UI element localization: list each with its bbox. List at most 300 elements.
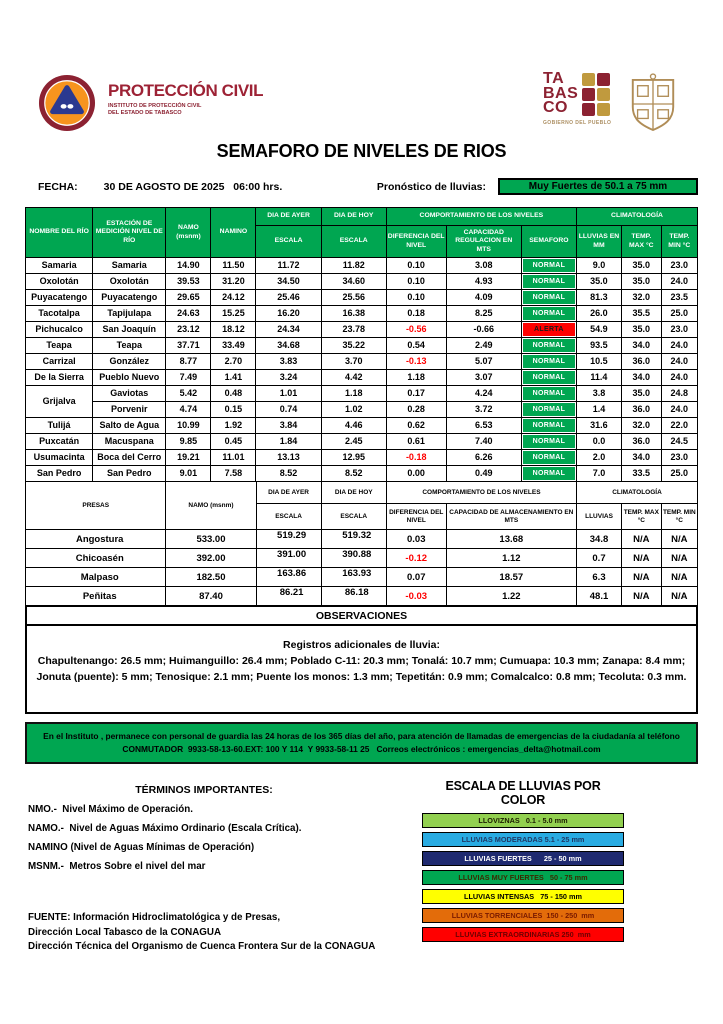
table-cell: 24.34	[256, 322, 321, 338]
table-cell: -0.66	[446, 322, 521, 338]
river-row	[26, 466, 698, 482]
table-cell: 12.95	[321, 450, 386, 466]
table-cell: -0.56	[386, 322, 446, 338]
table-cell: Boca del Cerro	[93, 450, 166, 466]
table-cell: 3.8	[576, 386, 621, 402]
rain-scale-bar: LLOVIZNAS 0.1 - 5.0 mm	[422, 813, 624, 828]
table-cell: 4.93	[446, 274, 521, 290]
table-cell: 87.40	[166, 587, 256, 606]
semaforo-badge: NORMAL	[523, 275, 575, 288]
table-cell: 1.4	[576, 402, 621, 418]
table-cell: 18.57	[446, 568, 576, 587]
table-cell: 34.60	[321, 274, 386, 290]
table-cell: 32.0	[621, 290, 661, 306]
river-row	[26, 370, 698, 386]
dam-row	[26, 587, 698, 606]
table-cell: 6.26	[446, 450, 521, 466]
semaforo-badge: NORMAL	[523, 291, 575, 304]
table-cell: 392.00	[166, 549, 256, 568]
table-cell	[521, 402, 576, 418]
table-cell: 35.0	[576, 274, 621, 290]
table-cell: 182.50	[166, 568, 256, 587]
source-line-2: Dirección Local Tabasco de la CONAGUA	[28, 926, 222, 938]
table-cell: 0.74	[256, 402, 321, 418]
table-cell: 25.0	[661, 466, 697, 482]
table-cell: Puxcatán	[26, 434, 93, 450]
semaforo-badge: NORMAL	[523, 355, 575, 368]
table-cell: 25.0	[661, 306, 697, 322]
page-title: SEMAFORO DE NIVELES DE RIOS	[216, 141, 507, 161]
table-cell: Teapa	[93, 338, 166, 354]
table-cell: 33.5	[621, 466, 661, 482]
col-subheader-lluvias: LLUVIAS EN MM	[576, 226, 621, 258]
table-cell: 24.12	[211, 290, 256, 306]
rain-scale-bar: LLUVIAS FUERTES 25 - 50 mm	[422, 851, 624, 866]
semaforo-badge: NORMAL	[523, 259, 575, 272]
table-cell: N/A	[622, 549, 662, 568]
table-cell: 3.84	[256, 418, 321, 434]
table-cell: 0.62	[386, 418, 446, 434]
col-subheader-dam-escala-ayer: ESCALA	[256, 504, 321, 530]
river-row	[26, 386, 698, 402]
table-cell: Usumacinta	[26, 450, 93, 466]
table-cell: 24.0	[661, 338, 697, 354]
tabasco-wordmark: TA BAS CO	[543, 70, 579, 117]
corn-icon	[597, 103, 610, 116]
table-cell: 13.68	[446, 530, 576, 549]
table-cell: 0.07	[386, 568, 446, 587]
term-namino: NAMINO (Nivel de Aguas Mínimas de Operación)	[28, 842, 255, 853]
table-cell: 86.18	[321, 587, 386, 606]
table-cell: 37.71	[166, 338, 211, 354]
agency-name: PROTECCIÓN CIVIL	[108, 81, 264, 100]
table-cell: 7.40	[446, 434, 521, 450]
table-cell: 3.70	[321, 354, 386, 370]
semaforo-badge: NORMAL	[523, 307, 575, 320]
table-cell: Chicoasén	[26, 549, 166, 568]
tables-stack	[25, 207, 698, 764]
table-cell: 3.08	[446, 258, 521, 274]
table-cell: 10.5	[576, 354, 621, 370]
table-cell: 13.13	[256, 450, 321, 466]
table-cell: 23.78	[321, 322, 386, 338]
table-cell: 24.0	[661, 370, 697, 386]
rain-scale-bar: LLUVIAS TORRENCIALES 150 - 250 mm	[422, 908, 624, 923]
table-cell	[521, 386, 576, 402]
river-row	[26, 338, 698, 354]
table-cell	[521, 290, 576, 306]
table-cell: Grijalva	[26, 386, 93, 418]
table-cell: 3.24	[256, 370, 321, 386]
semaforo-badge: ALERTA	[523, 323, 575, 336]
table-cell: 0.61	[386, 434, 446, 450]
table-cell	[521, 450, 576, 466]
rain-scale-bar: LLUVIAS EXTRAORDINARIAS 250 mm	[422, 927, 624, 942]
river-row	[26, 402, 698, 418]
table-cell: 24.8	[661, 386, 697, 402]
table-cell: 519.32	[321, 530, 386, 549]
waves-icon	[582, 88, 595, 101]
table-cell: 35.22	[321, 338, 386, 354]
table-cell: 24.0	[661, 274, 697, 290]
semaforo-badge: NORMAL	[523, 371, 575, 384]
table-cell: Samaria	[26, 258, 93, 274]
table-cell: 0.10	[386, 274, 446, 290]
table-cell	[521, 338, 576, 354]
semaforo-badge: NORMAL	[523, 467, 575, 480]
table-cell: 48.1	[577, 587, 622, 606]
table-cell: 18.12	[211, 322, 256, 338]
table-cell: Oxolotán	[93, 274, 166, 290]
col-subheader-tmax: TEMP. MAX °C	[621, 226, 661, 258]
table-cell: N/A	[661, 568, 697, 587]
table-cell: 1.12	[446, 549, 576, 568]
col-subheader-dam-tmin: TEMP. MIN °C	[661, 504, 697, 530]
table-cell: 0.15	[211, 402, 256, 418]
table-cell: -0.12	[386, 549, 446, 568]
table-cell: 35.0	[621, 274, 661, 290]
table-cell: De la Sierra	[26, 370, 93, 386]
table-cell: 25.46	[256, 290, 321, 306]
table-cell: 19.21	[166, 450, 211, 466]
table-cell: Porvenir	[93, 402, 166, 418]
table-cell: 32.0	[621, 418, 661, 434]
agency-sub2: DEL ESTADO DE TABASCO	[108, 110, 182, 117]
river-row	[26, 258, 698, 274]
table-cell: 0.10	[386, 258, 446, 274]
dam-row	[26, 549, 698, 568]
agency-sub1: INSTITUTO DE PROTECCIÓN CIVIL	[108, 103, 202, 109]
proteccion-civil-seal-icon	[38, 74, 96, 137]
tabasco-pictogram-icons	[582, 73, 610, 116]
col-header-estacion: ESTACIÓN DE MEDICIÓN NIVEL DE RÍO	[93, 208, 166, 258]
table-cell: 36.0	[621, 434, 661, 450]
table-cell: 29.65	[166, 290, 211, 306]
table-cell: 11.72	[256, 258, 321, 274]
table-cell: N/A	[661, 530, 697, 549]
table-cell: 1.02	[321, 402, 386, 418]
table-cell: 1.18	[386, 370, 446, 386]
rain-scale-title: ESCALA DE LLUVIAS POR COLOR	[445, 779, 601, 807]
river-row	[26, 274, 698, 290]
fecha-label: FECHA:	[38, 180, 78, 193]
table-cell: 163.93	[321, 568, 386, 587]
table-cell: 11.4	[576, 370, 621, 386]
tabasco-caption: GOBIERNO DEL PUEBLO	[543, 120, 612, 127]
table-cell: N/A	[661, 549, 697, 568]
table-cell: -0.03	[386, 587, 446, 606]
table-cell: 5.42	[166, 386, 211, 402]
table-cell: 24.0	[661, 402, 697, 418]
col-subheader-tmin: TEMP. MIN °C	[661, 226, 697, 258]
table-cell: 93.5	[576, 338, 621, 354]
table-cell: N/A	[661, 587, 697, 606]
table-cell: 14.90	[166, 258, 211, 274]
semaforo-badge: NORMAL	[523, 451, 575, 464]
river-row	[26, 354, 698, 370]
river-row	[26, 290, 698, 306]
table-cell	[521, 258, 576, 274]
table-cell: 34.0	[621, 370, 661, 386]
important-terms	[28, 784, 380, 880]
table-cell: Tacotalpa	[26, 306, 93, 322]
rain-scale-bar: LLUVIAS MODERADAS 5.1 - 25 mm	[422, 832, 624, 847]
forecast-value-badge: Muy Fuertes de 50.1 a 75 mm	[498, 178, 698, 195]
table-cell: 390.88	[321, 549, 386, 568]
table-cell: 4.24	[446, 386, 521, 402]
col-subheader-dam-diferencia: DIFERENCIA DEL NIVEL	[386, 504, 446, 530]
table-cell: 35.5	[621, 306, 661, 322]
table-cell: 0.48	[211, 386, 256, 402]
table-cell: 81.3	[576, 290, 621, 306]
leaf-icon	[582, 73, 595, 86]
date-row	[38, 178, 698, 195]
agency-block	[108, 81, 263, 118]
table-cell	[521, 354, 576, 370]
table-cell: 163.86	[256, 568, 321, 587]
dam-row	[26, 568, 698, 587]
table-cell: 23.0	[661, 258, 697, 274]
col-header-namino: NAMINO	[211, 208, 256, 258]
table-cell: 0.10	[386, 290, 446, 306]
col-header-namo: NAMO (msnm)	[166, 208, 211, 258]
dam-row	[26, 530, 698, 549]
table-cell: N/A	[622, 587, 662, 606]
table-cell: 24.0	[661, 354, 697, 370]
table-cell: 7.0	[576, 466, 621, 482]
dams-table	[25, 481, 698, 606]
col-group-dam-climatologia: CLIMATOLOGÍA	[577, 482, 698, 504]
table-cell: 39.53	[166, 274, 211, 290]
table-cell: 33.49	[211, 338, 256, 354]
table-cell: 8.25	[446, 306, 521, 322]
table-cell: San Joaquín	[93, 322, 166, 338]
table-cell: 1.18	[321, 386, 386, 402]
table-cell: Carrizal	[26, 354, 93, 370]
river-row	[26, 322, 698, 338]
observations-body	[27, 626, 696, 712]
table-cell: 86.21	[256, 587, 321, 606]
table-cell: 0.03	[386, 530, 446, 549]
col-subheader-escala-hoy: ESCALA	[321, 226, 386, 258]
table-cell: 31.6	[576, 418, 621, 434]
table-cell	[521, 306, 576, 322]
table-cell: 11.01	[211, 450, 256, 466]
table-cell: Tapijulapa	[93, 306, 166, 322]
table-cell: 8.52	[256, 466, 321, 482]
col-header-hoy: DIA DE HOY	[321, 208, 386, 226]
table-cell: 1.92	[211, 418, 256, 434]
table-cell: 0.49	[446, 466, 521, 482]
table-cell	[521, 434, 576, 450]
col-subheader-dam-escala-hoy: ESCALA	[321, 504, 386, 530]
table-cell: -0.13	[386, 354, 446, 370]
col-header-ayer: DIA DE AYER	[256, 208, 321, 226]
table-cell: 10.99	[166, 418, 211, 434]
table-cell: 1.01	[256, 386, 321, 402]
table-cell: 0.28	[386, 402, 446, 418]
table-cell: Puyacatengo	[93, 290, 166, 306]
table-cell: 7.58	[211, 466, 256, 482]
rain-scale-bar: LLUVIAS INTENSAS 75 - 150 mm	[422, 889, 624, 904]
table-cell: 35.0	[621, 258, 661, 274]
rain-scale-bar: LLUVIAS MUY FUERTES 50 - 75 mm	[422, 870, 624, 885]
observations-text: Chapultenango: 26.5 mm; Huimanguillo: 26.4 mm; Poblado C-11: 20.3 mm; Tonalá: 10.7 mm; Cumuapa: 10.3 mm; Zanapa: 8.4 mm; Jonuta (puente): 5 mm; Tenosique: 2.1 mm; Puente los monos: 1.3 mm; Tepetitán: 0.9 mm; Comalcalco: 0.8 mm; Tecoluta: 0.3 mm.	[36, 655, 687, 684]
table-cell: 36.0	[621, 402, 661, 418]
table-cell: 23.0	[661, 450, 697, 466]
table-cell: González	[93, 354, 166, 370]
table-cell: 3.07	[446, 370, 521, 386]
term-nmo: NMO.- Nivel Máximo de Operación.	[28, 804, 193, 815]
tabasco-logo	[543, 72, 611, 126]
observations-subtitle: Registros adicionales de lluvia:	[283, 639, 440, 651]
semaforo-badge: NORMAL	[523, 419, 575, 432]
river-row	[26, 306, 698, 322]
table-cell: N/A	[622, 568, 662, 587]
fecha-value: 30 DE AGOSTO DE 2025 06:00 hrs.	[103, 180, 283, 193]
table-cell: 11.82	[321, 258, 386, 274]
header-left	[38, 74, 263, 137]
col-group-climatologia: CLIMATOLOGÍA	[576, 208, 697, 226]
table-cell: Samaria	[93, 258, 166, 274]
table-cell: 34.0	[621, 450, 661, 466]
rivers-table	[25, 207, 698, 482]
col-subheader-dam-capacidad: CAPACIDAD DE ALMACENAMIENTO EN MTS	[446, 504, 576, 530]
col-header-dam-hoy: DIA DE HOY	[321, 482, 386, 504]
table-cell: 8.77	[166, 354, 211, 370]
table-cell: 1.41	[211, 370, 256, 386]
header-right	[543, 72, 679, 141]
col-header-rio: NOMBRE DEL RÍO	[26, 208, 93, 258]
table-cell: -0.18	[386, 450, 446, 466]
contact-line-2: CONMUTADOR 9933-58-13-60.EXT: 100 Y 114 Y 9933-58-11 25 Correos electrónicos : emergencias_delta@hotmail.com	[122, 744, 601, 755]
contact-line-1: En el Instituto , permanece con personal de guardia las 24 horas de los 365 días del año, para atención de llamadas de emergencias de la ciudadanía al teléfono	[43, 731, 680, 741]
observations-box	[25, 605, 698, 714]
table-cell: 391.00	[256, 549, 321, 568]
table-cell: Pichucalco	[26, 322, 93, 338]
col-group-comportamiento: COMPORTAMIENTO DE LOS NIVELES	[386, 208, 576, 226]
table-cell: Teapa	[26, 338, 93, 354]
ladder-icon	[582, 103, 595, 116]
table-cell: 34.50	[256, 274, 321, 290]
table-cell: 34.0	[621, 338, 661, 354]
table-cell: 1.22	[446, 587, 576, 606]
col-subheader-capacidad: CAPACIDAD REGULACION EN MTS	[446, 226, 521, 258]
table-cell: Oxolotán	[26, 274, 93, 290]
table-cell: 6.3	[577, 568, 622, 587]
table-cell: 16.38	[321, 306, 386, 322]
table-cell: 2.49	[446, 338, 521, 354]
table-cell: 3.72	[446, 402, 521, 418]
table-cell: 36.0	[621, 354, 661, 370]
table-cell: 4.09	[446, 290, 521, 306]
table-cell: 9.01	[166, 466, 211, 482]
col-subheader-diferencia: DIFERENCIA DEL NIVEL	[386, 226, 446, 258]
river-row	[26, 450, 698, 466]
table-cell: 2.0	[576, 450, 621, 466]
table-cell: 31.20	[211, 274, 256, 290]
col-header-dam-ayer: DIA DE AYER	[256, 482, 321, 504]
table-cell	[521, 466, 576, 482]
table-cell: 0.00	[386, 466, 446, 482]
table-cell: 0.18	[386, 306, 446, 322]
coat-of-arms-icon	[627, 72, 679, 141]
table-cell: 1.84	[256, 434, 321, 450]
table-cell: 23.0	[661, 322, 697, 338]
table-cell: Malpaso	[26, 568, 166, 587]
semaforo-badge: NORMAL	[523, 339, 575, 352]
table-cell	[521, 322, 576, 338]
river-row	[26, 418, 698, 434]
col-header-presas: PRESAS	[26, 482, 166, 530]
table-cell: 0.0	[576, 434, 621, 450]
table-cell: 11.50	[211, 258, 256, 274]
table-cell: 5.07	[446, 354, 521, 370]
table-cell: Macuspana	[93, 434, 166, 450]
table-cell: N/A	[622, 530, 662, 549]
col-subheader-semaforo: SEMAFORO	[521, 226, 576, 258]
table-cell: 0.54	[386, 338, 446, 354]
table-cell: Pueblo Nuevo	[93, 370, 166, 386]
table-cell: 7.49	[166, 370, 211, 386]
table-cell: Angostura	[26, 530, 166, 549]
table-cell: Salto de Agua	[93, 418, 166, 434]
table-cell: 23.12	[166, 322, 211, 338]
table-cell: 35.0	[621, 386, 661, 402]
table-cell	[521, 418, 576, 434]
forecast-label: Pronóstico de lluvias:	[376, 180, 486, 193]
semaforo-badge: NORMAL	[523, 387, 575, 400]
table-cell: 2.45	[321, 434, 386, 450]
table-cell: 26.0	[576, 306, 621, 322]
table-cell: 0.17	[386, 386, 446, 402]
table-cell: 23.5	[661, 290, 697, 306]
semaforo-badge: NORMAL	[523, 435, 575, 448]
source-line-3: Dirección Técnica del Organismo de Cuenca Frontera Sur de la CONAGUA	[28, 941, 376, 953]
table-cell: San Pedro	[93, 466, 166, 482]
table-cell: Tulijá	[26, 418, 93, 434]
terms-title: TÉRMINOS IMPORTANTES:	[135, 784, 273, 796]
table-cell: Gaviotas	[93, 386, 166, 402]
semaforo-badge: NORMAL	[523, 403, 575, 416]
table-cell: 34.68	[256, 338, 321, 354]
table-cell: San Pedro	[26, 466, 93, 482]
table-cell: 24.5	[661, 434, 697, 450]
observations-title: OBSERVACIONES	[27, 607, 696, 626]
table-cell: 8.52	[321, 466, 386, 482]
term-namo: NAMO.- Nivel de Aguas Máximo Ordinario (Escala Crítica).	[28, 823, 302, 834]
table-cell: 9.85	[166, 434, 211, 450]
table-cell: 3.83	[256, 354, 321, 370]
table-cell: 2.70	[211, 354, 256, 370]
table-cell: Puyacatengo	[26, 290, 93, 306]
table-cell: 4.42	[321, 370, 386, 386]
col-subheader-escala-ayer: ESCALA	[256, 226, 321, 258]
table-cell: 519.29	[256, 530, 321, 549]
col-subheader-dam-tmax: TEMP. MAX °C	[622, 504, 662, 530]
table-cell: 533.00	[166, 530, 256, 549]
table-cell: 35.0	[621, 322, 661, 338]
source-line-1: FUENTE: Información Hidroclimatológica y de Presas,	[28, 912, 281, 923]
table-cell: 0.45	[211, 434, 256, 450]
table-cell: 24.63	[166, 306, 211, 322]
contact-bar	[25, 722, 698, 764]
col-header-dam-namo: NAMO (msnm)	[166, 482, 256, 530]
term-msnm: MSNM.- Metros Sobre el nivel del mar	[28, 861, 206, 872]
table-cell: 6.53	[446, 418, 521, 434]
river-row	[26, 434, 698, 450]
jar-icon	[597, 73, 610, 86]
